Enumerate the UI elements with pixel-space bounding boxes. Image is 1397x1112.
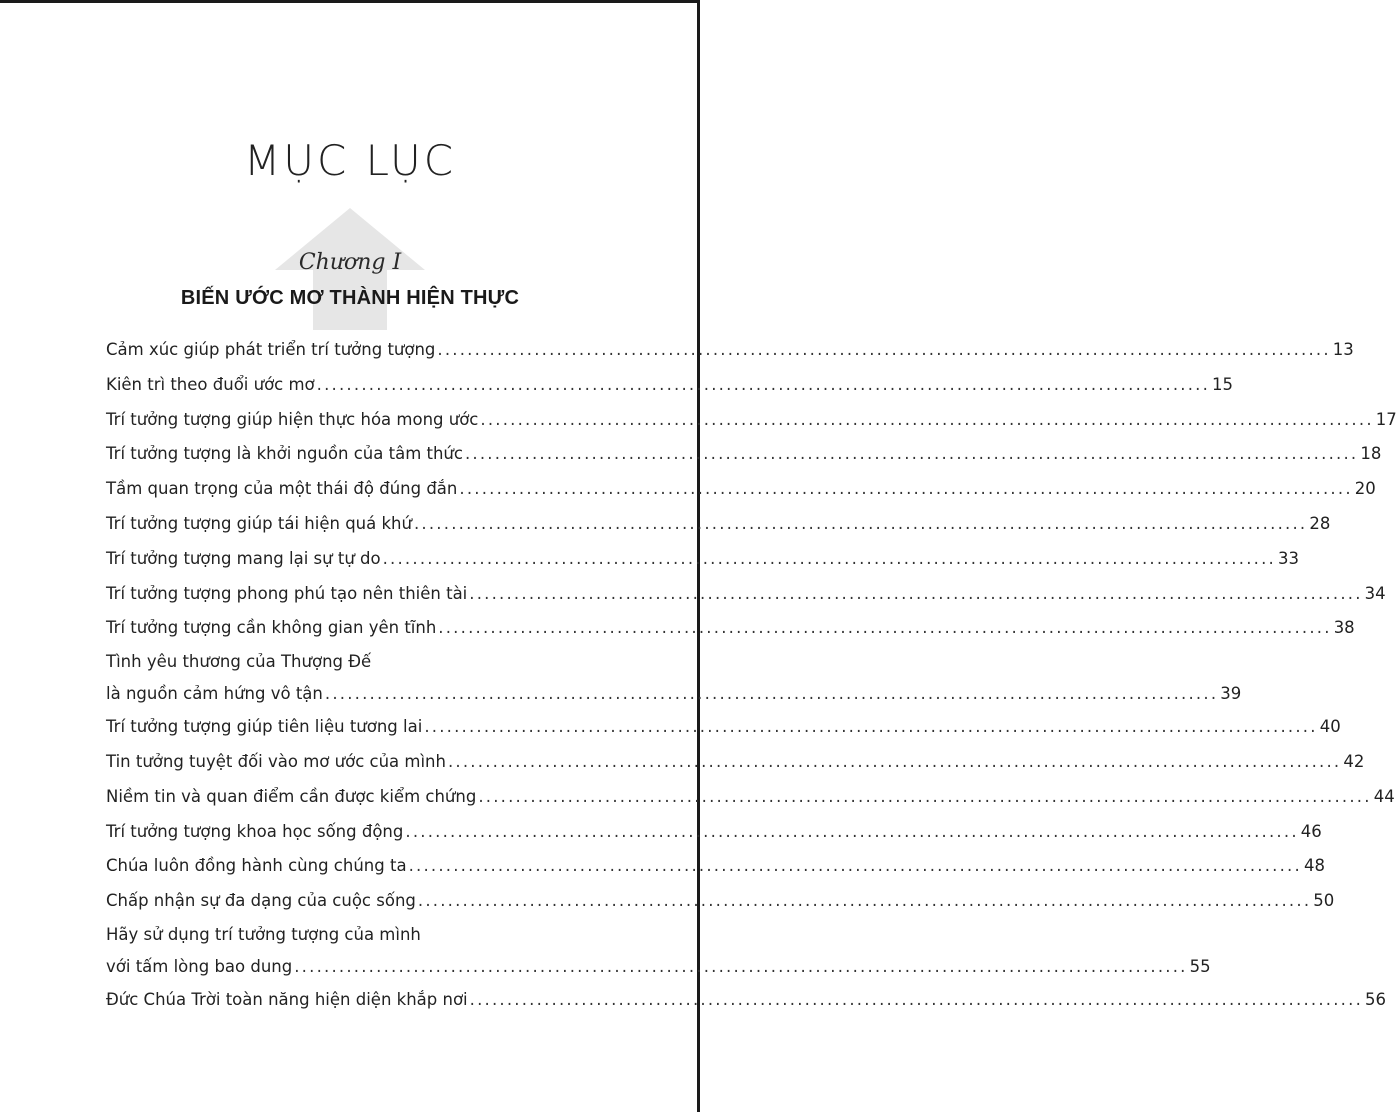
toc-entry-line <box>106 950 1211 983</box>
dot-leader: ........................................................................................................................ <box>324 684 1219 704</box>
toc-page-number: 15 <box>1212 374 1234 394</box>
toc-entry <box>106 710 1341 745</box>
toc-entry-line <box>106 745 1365 780</box>
toc-entry-line <box>106 815 1322 850</box>
page-title: MỤC LỤC <box>243 136 457 185</box>
toc-entry <box>106 611 1355 646</box>
chapter-title: BIẾN ƯỚC MƠ THÀNH HIỆN THỰC <box>180 287 520 309</box>
toc-entry <box>106 368 1234 403</box>
toc-entry-line <box>106 919 596 950</box>
toc-entry-title: Trí tưởng tượng phong phú tạo nên thiên tài <box>106 583 468 603</box>
toc-entry-line <box>106 983 1387 1018</box>
toc-entry-title: Trí tưởng tượng là khởi nguồn của tâm thức <box>106 444 463 464</box>
toc-entry-line <box>106 646 596 677</box>
toc-page-number: 46 <box>1300 821 1322 841</box>
toc-entry <box>106 983 1387 1018</box>
toc-entry-title: Trí tưởng tượng giúp tiên liệu tương lai <box>106 717 423 737</box>
dot-leader: ........................................................................................................................ <box>469 583 1363 603</box>
dot-leader: ........................................................................................................................ <box>480 409 1374 429</box>
dot-leader: ........................................................................................................................ <box>413 513 1308 533</box>
toc-entry-line <box>106 849 1325 884</box>
dot-leader: ........................................................................................................................ <box>437 340 1331 359</box>
toc-page-number: 50 <box>1313 891 1335 911</box>
toc-entry <box>106 472 1376 507</box>
toc-entry-line <box>106 710 1341 745</box>
chapter-label: Chương I <box>298 250 402 275</box>
toc-entry-line <box>106 884 1335 919</box>
toc-entry-line <box>106 368 1234 403</box>
toc-entry-title: Cảm xúc giúp phát triển trí tưởng tượng <box>106 340 436 359</box>
toc-entry-title: Hãy sử dụng trí tưởng tượng của mình <box>106 924 421 944</box>
toc-entry-title: Tầm quan trọng của một thái độ đúng đắn <box>106 479 458 499</box>
dot-leader: ........................................................................................................................ <box>382 548 1276 568</box>
toc-page-number: 55 <box>1189 956 1211 976</box>
toc-entry <box>106 849 1325 884</box>
toc-page-number: 56 <box>1365 989 1387 1009</box>
toc-entry <box>106 646 1242 710</box>
toc-entry-title: Đức Chúa Trời toàn năng hiện diện khắp nơi <box>106 989 468 1009</box>
toc-entry-title: Trí tưởng tượng mang lại sự tự do <box>106 548 381 568</box>
toc-page-number: 34 <box>1364 583 1386 603</box>
dot-leader: ........................................................................................................................ <box>438 618 1332 638</box>
toc-entry-title: Chúa luôn đồng hành cùng chúng ta <box>106 856 407 876</box>
toc-entry <box>106 884 1335 919</box>
toc-entry-line <box>106 780 1395 815</box>
toc-entry-title: Trí tưởng tượng cần không gian yên tĩnh <box>106 618 437 638</box>
toc-page-number: 40 <box>1319 717 1341 737</box>
toc-entry-line <box>106 577 1386 612</box>
toc-entry-title: Trí tưởng tượng khoa học sống động <box>106 821 404 841</box>
dot-leader: ........................................................................................................................ <box>464 444 1359 464</box>
toc-entry-title: với tấm lòng bao dung <box>106 956 293 976</box>
toc-entry-line <box>106 403 1397 438</box>
toc-entry-title: Tình yêu thương của Thượng Đế <box>106 652 372 672</box>
toc-entry <box>106 507 1331 542</box>
toc-entry-title: Trí tưởng tượng giúp tái hiện quá khứ <box>106 513 412 533</box>
toc-page-number: 13 <box>1332 340 1354 359</box>
dot-leader: ........................................................................................................................ <box>408 856 1302 876</box>
toc-entry-line <box>106 472 1376 507</box>
toc-entry <box>106 780 1395 815</box>
toc-entry-line <box>106 677 1242 710</box>
toc-page-number: 28 <box>1309 513 1331 533</box>
toc-entry-line <box>106 542 1299 577</box>
dot-leader: ........................................................................................................................ <box>316 374 1211 394</box>
toc-page-number: 38 <box>1333 618 1355 638</box>
toc-page-number: 20 <box>1354 479 1376 499</box>
toc-entry <box>106 577 1386 612</box>
toc-entry-line <box>106 333 1354 368</box>
toc-entry <box>106 403 1397 438</box>
dot-leader: ........................................................................................................................ <box>424 717 1318 737</box>
toc-entry <box>106 745 1365 780</box>
toc-entry <box>106 919 1211 983</box>
toc-page-number: 33 <box>1277 548 1299 568</box>
toc-entry-line <box>106 611 1355 646</box>
toc-entry <box>106 437 1382 472</box>
dot-leader: ........................................................................................................................ <box>417 891 1312 911</box>
dot-leader: ........................................................................................................................ <box>478 786 1372 806</box>
dot-leader: ........................................................................................................................ <box>294 956 1188 976</box>
top-border <box>0 0 700 3</box>
toc-page-number: 48 <box>1303 856 1325 876</box>
dot-leader: ........................................................................................................................ <box>447 751 1342 771</box>
toc-page-number: 39 <box>1220 684 1242 704</box>
toc-entry <box>106 815 1322 850</box>
toc-entry-title: Chấp nhận sự đa dạng của cuộc sống <box>106 891 416 911</box>
toc-entry-title: Tin tưởng tuyệt đối vào mơ ước của mình <box>106 751 446 771</box>
toc-page-number: 42 <box>1343 751 1365 771</box>
dot-leader: ........................................................................................................................ <box>469 989 1364 1009</box>
toc-entry-title: Niềm tin và quan điểm cần được kiểm chứng <box>106 786 477 806</box>
table-of-contents <box>106 333 1397 1018</box>
toc-page-number: 44 <box>1373 786 1395 806</box>
toc-page-number: 18 <box>1360 444 1382 464</box>
toc-page-number: 17 <box>1375 409 1397 429</box>
toc-entry-title: Trí tưởng tượng giúp hiện thực hóa mong ước <box>106 409 479 429</box>
dot-leader: ........................................................................................................................ <box>459 479 1353 499</box>
toc-entry-line <box>106 437 1382 472</box>
toc-entry <box>106 333 1354 368</box>
toc-entry <box>106 542 1299 577</box>
toc-entry-title: là nguồn cảm hứng vô tận <box>106 684 323 704</box>
toc-entry-line <box>106 507 1331 542</box>
toc-entry-title: Kiên trì theo đuổi ước mơ <box>106 374 315 394</box>
dot-leader: ........................................................................................................................ <box>405 821 1299 841</box>
